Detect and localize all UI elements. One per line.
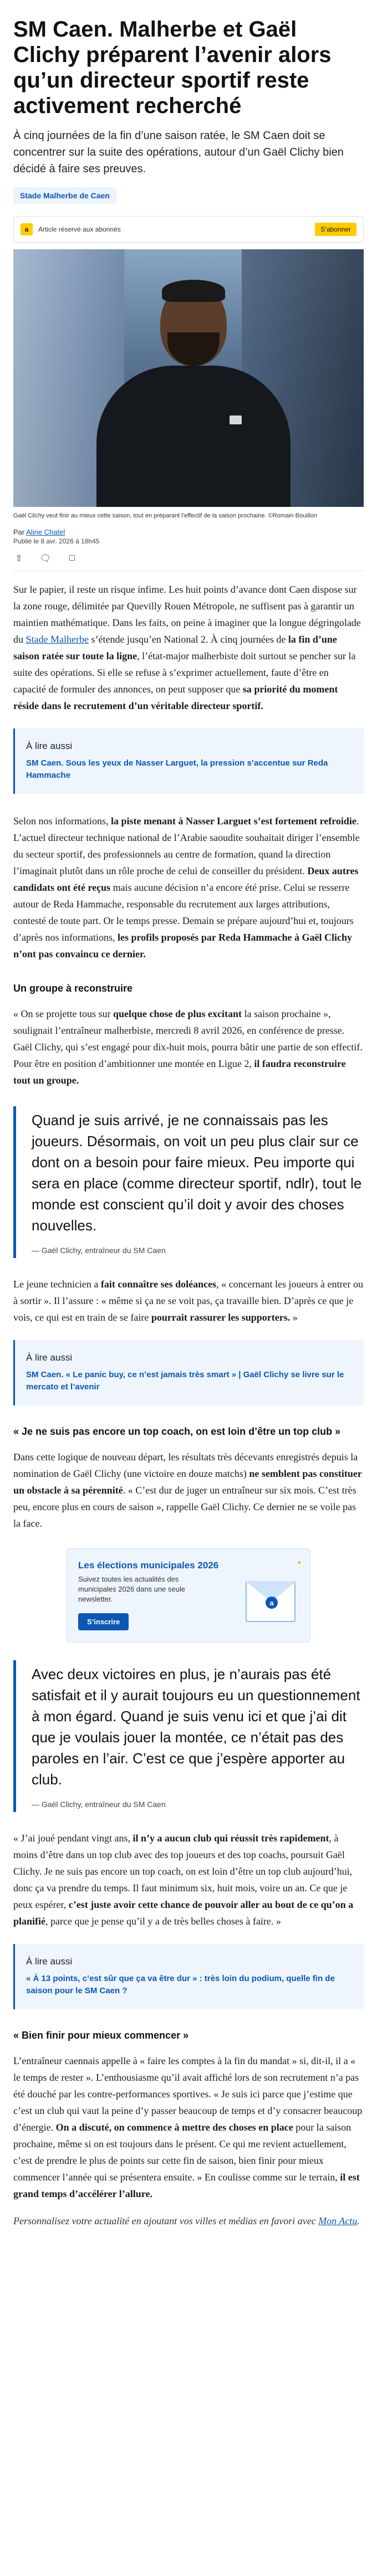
paragraph-1: Sur le papier, il reste un risque infime. Les huit points d’avance dont Caen dispose sur la zone rouge, délimitée par Quevilly Rouen Métropole, ne suffisent pas à garantir un maintien mathématique. Dans les faits, on peine à imaginer que la longue dégringolade du Stade Malherbe s’étende jusqu’en National 2. À cinq journées de la fin d’une saison ratée sur toute la ligne, l’état-major malherbiste doit surtout se pencher sur la suite des opérations. Si elle se refuse à s’exprimer actuellement, faute d’être en capacité de formuler des annonces, on peut supposer que sa priorité du moment réside dans le recrutement d’un véritable directeur sportif. (13, 584, 361, 711)
subheading-coach: « Je ne suis pas encore un top coach, on est loin d’être un top club » (13, 1426, 341, 1437)
article-photo (13, 249, 364, 507)
subheading-finish: « Bien finir pour mieux commencer » (13, 2030, 189, 2041)
topic-tag[interactable]: Stade Malherbe de Caen (13, 187, 116, 204)
follow-note: Personnalisez votre actualité en ajoutant vos villes et médias en favori avec Mon Actu. (13, 2215, 360, 2226)
paragraph-5: Dans cette logique de nouveau départ, les résultats très décevants enregistrés depuis la nomination de Gaël Clichy (une victoire en douze matchs) ne semblent pas constituer un obstacle à sa pérennité. « C’est dur de juger un entraîneur sur six mois. C’est très peu, encore plus en cours de saison », rappelle Gaël Clichy. Ce dernier ne se voile pas la face. (13, 1451, 362, 1529)
quote-author: — Gaël Clichy, entraîneur du SM Caen (32, 1800, 166, 1809)
article-chapo: À cinq journées de la fin d’une saison ratée, le SM Caen doit se concentrer sur la suite des opérations, autour d’un Gaël Clichy bien décidé à faire ses preuves. (13, 130, 344, 175)
byline-prefix: Par (13, 528, 25, 536)
paragraph-6: « J’ai joué pendant vingt ans, il n’y a aucun club qui réussit très rapidement, à moins d’être dans un top club avec des top joueurs et des top coachs, poursuit Gaël Clichy. Je ne suis pas encore un top coach, on est loin d’être un top club aujourd’hui, donc ça va prendre du temps. Il faut minimum six, huit mois, voire un an. Ce que je peux espérer, c’est juste avoir cette chance de pouvoir aller au bout de ce qu’on a planifié, parce que je pense qu’il y a de très belles choses à faire. » (13, 1833, 354, 1927)
premium-banner (13, 216, 364, 243)
paragraph-7: L’entraîneur caennais appelle à « faire les comptes à la fin du mandat » si, dit-il, il a « le temps de rester ». L’enthousiasme qu’il avait affiché lors de son recrutement n’a pas été douché par les contre-performances sportives. « Je suis ici parce que j’estime que c’est un club qui vaut la peine d’y passer beaucoup de temps et d’y consacrer beaucoup d’énergie. On a discuté, on commence à mettre des choses en place pour la saison prochaine, même si on est toujours dans le présent. Ce qui me revient actuellement, c’est de prendre le plus de points sur cette fin de saison, bien finir pour mieux commencer l’année qui se présentera ensuite. » En coulisse comme sur le terrain, il est grand temps d’accélérer l’allure. (13, 2055, 363, 2199)
photo-caption: Gaël Clichy veut finir au mieux cette saison, tout en préparant l’effectif de la saison prochaine. ©Romain Bouillon (13, 512, 317, 519)
related-label: À lire aussi (26, 1352, 73, 1363)
pull-quote-1 (13, 1106, 364, 1258)
share-icon[interactable]: ⇧ (15, 554, 23, 563)
mon-actu-link[interactable]: Mon Actu (318, 2215, 358, 2226)
publish-date: Publié le 8 avr. 2026 à 18h45 (13, 537, 100, 545)
paragraph-4: Le jeune technicien a fait connaître ses doléances, « concernant les joueurs à entrer ou à sortir ». Il l’assure : « même si ça ne se voit pas, ça travaille bien. D’après ce que je vois, ce qui est en train de se faire pourrait rassurer les supporters. » (13, 1279, 363, 1323)
byline (13, 528, 364, 545)
subheading-future: Un groupe à reconstruire (13, 983, 133, 994)
promo-title: Les élections municipales 2026 (78, 1560, 219, 1571)
newsletter-envelope-icon: a (246, 1581, 296, 1622)
article-title: SM Caen. Malherbe et Gaël Clichy préparent l’avenir alors qu’un directeur sportif reste activement recherché (13, 17, 332, 118)
newsletter-promo (67, 1548, 310, 1643)
related-article-3 (13, 1944, 364, 2009)
related-link[interactable]: « À 13 points, c’est sûr que ça va être dur » : très loin du podium, quelle fin de saison pour le SM Caen ? (26, 1974, 335, 1995)
sparkle-icon: ✦ (296, 1559, 302, 1567)
related-article-2 (13, 1340, 364, 1405)
article-actions (13, 553, 364, 571)
subscribe-button[interactable]: S’abonner (315, 223, 356, 236)
related-label: À lire aussi (26, 741, 73, 751)
lock-icon: a (21, 223, 33, 235)
pull-quote-2 (13, 1660, 364, 1812)
related-label: À lire aussi (26, 1956, 73, 1967)
related-link[interactable]: SM Caen. « Le panic buy, ce n’est jamais très smart » | Gaël Clichy se livre sur le mercato et l’avenir (26, 1370, 344, 1392)
paragraph-3: « On se projette tous sur quelque chose de plus excitant la saison prochaine », soulignait l’entraîneur malherbiste, mercredi 8 avril 2026, en conférence de presse. Gaël Clichy, qui s’est engagé pour dix-huit mois, pourra bâtir une partie de son effectif. Pour être en position d’ambitionner une montée en Ligue 2, il faudra reconstruire tout un groupe. (13, 1008, 363, 1086)
newsletter-signup-button[interactable]: S’inscrire (78, 1613, 129, 1630)
stade-malherbe-link[interactable]: Stade Malherbe (26, 634, 89, 645)
promo-description: Suivez toutes les actualités des municipales 2026 dans une seule newsletter. (78, 1575, 185, 1603)
premium-label: Article réservé aux abonnés (38, 225, 121, 233)
paragraph-2: Selon nos informations, la piste menant à Nasser Larguet s’est fortement refroidie. L’actuel directeur technique national de l’Arabie saoudite souhaitait diriger l’ensemble du secteur sportif, des professionnels au centre de formation, quand la direction l’imaginait plutôt dans un rôle proche de celui de conseiller du président. Deux autres candidats ont été reçus mais aucune décision n’a encore été prise. Celui se resserre autour de Reda Hammache, responsable du recrutement aux larges attributions, contesté de toute part. Or le temps presse. Demain se prépare aujourd’hui et, toujours d’après nos informations, les profils proposés par Reda Hammache à Gaël Clichy n’ont pas convaincu ce dernier. (13, 815, 360, 959)
comment-icon[interactable]: 🗨 (39, 554, 52, 563)
quote-text: Quand je suis arrivé, je ne connaissais pas les joueurs. Désormais, on voit un peu plus clair sur ce dont on a besoin pour faire mieux. Peu importe qui sera en place (comme directeur sportif, ndlr), tout le monde est conscient qu’il doit y avoir des choses nouvelles. (32, 1112, 362, 1234)
related-article-1 (13, 728, 364, 794)
bookmark-icon[interactable]: □ (69, 553, 75, 563)
related-link[interactable]: SM Caen. Sous les yeux de Nasser Larguet, la pression s’accentue sur Reda Hammache (26, 758, 328, 780)
quote-text: Avec deux victoires en plus, je n’aurais pas été satisfait et il y aurait toujours eu un questionnement à mon égard. Quand je suis venu ici et que j’ai dit que je voulais jouer la montée, ce n’était pas des paroles en l’air. C’est ce que j’espère apporter au club. (32, 1666, 360, 1788)
author-link[interactable]: Aline Chatel (26, 528, 65, 536)
quote-author: — Gaël Clichy, entraîneur du SM Caen (32, 1246, 166, 1255)
